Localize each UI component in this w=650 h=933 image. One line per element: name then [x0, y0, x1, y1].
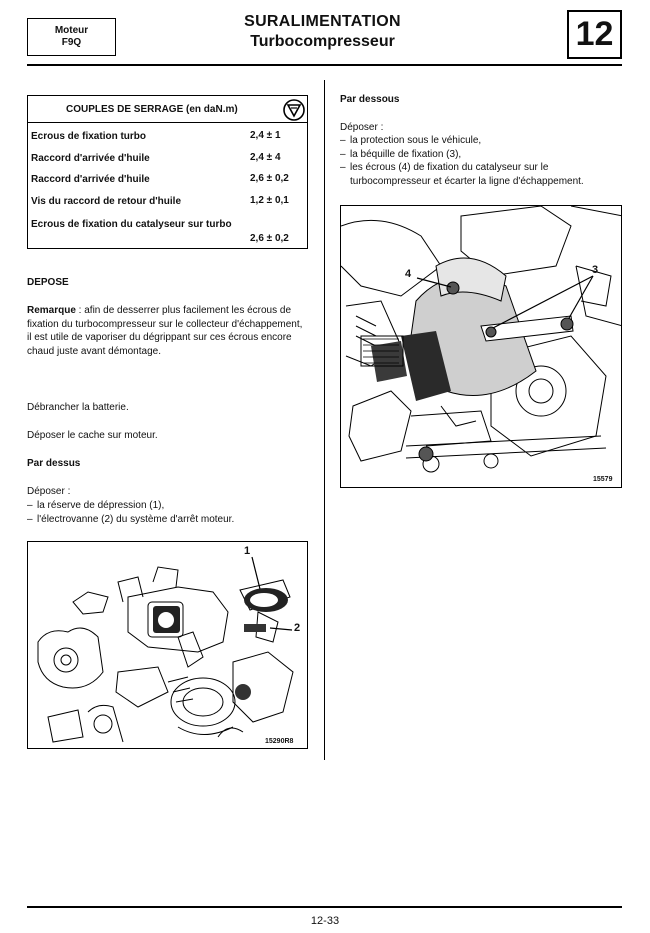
engine-top-illustration — [28, 542, 308, 749]
right-remove-list — [340, 134, 625, 188]
par-dessus-heading: Par dessus — [27, 458, 81, 469]
footer-divider — [27, 906, 622, 908]
list-item: – la béquille de fixation (3), — [340, 148, 625, 162]
figure-reference: 15579 — [593, 476, 613, 483]
figure-callout-2: 2 — [294, 622, 301, 634]
torque-table — [27, 95, 308, 249]
torque-wrench-icon — [283, 99, 305, 121]
engine-box — [27, 18, 116, 56]
list-item: – l'électrovanne (2) du système d'arrêt moteur. — [27, 513, 309, 527]
under-vehicle-illustration — [341, 206, 622, 488]
figure-callout-3: 3 — [592, 264, 599, 276]
page-number: 12-33 — [310, 915, 340, 927]
column-divider — [324, 80, 325, 760]
remark-paragraph — [27, 304, 309, 358]
figure-callout-1: 1 — [244, 545, 251, 557]
page-title — [150, 12, 495, 52]
torque-row-value: 2,6 ± 0,2 — [250, 233, 289, 244]
torque-row-value: 1,2 ± 0,1 — [250, 195, 289, 206]
torque-row-name: Ecrous de fixation turbo — [31, 131, 147, 142]
torque-table-heading: COUPLES DE SERRAGE (en daN.m) — [66, 104, 238, 115]
section-title: SURALIMENTATION — [244, 13, 401, 30]
torque-row-value: 2,4 ± 4 — [250, 152, 281, 163]
par-dessous-heading: Par dessous — [340, 94, 400, 105]
torque-row-name: Raccord d'arrivée d'huile — [31, 174, 150, 185]
left-remove-list — [27, 499, 309, 526]
figure-reference: 15290R8 — [265, 738, 294, 745]
torque-table-header — [28, 96, 307, 123]
section-subtitle: Turbocompresseur — [250, 33, 395, 50]
engine-code: F9Q — [61, 37, 82, 48]
deposer-label: Déposer : — [27, 486, 71, 497]
list-item: – la protection sous le véhicule, — [340, 134, 625, 148]
step-disconnect-battery: Débrancher la batterie. — [27, 402, 129, 413]
chapter-number: 12 — [567, 10, 622, 59]
torque-row-name: Vis du raccord de retour d'huile — [31, 196, 182, 207]
torque-row-name: Raccord d'arrivée d'huile — [31, 153, 150, 164]
remark-text: : afin de desserrer plus facilement les écrous de fixation du turbocompresseur sur le collecteur d'échappement, il est utile de vaporiser du dégrippant sur ces écrous encore chaud juste avant démontage. — [27, 305, 303, 357]
engine-label: Moteur — [54, 25, 89, 36]
header-divider — [27, 64, 622, 66]
under-vehicle-figure — [340, 205, 622, 488]
step-remove-cover: Déposer le cache sur moteur. — [27, 430, 158, 441]
deposer-label: Déposer : — [340, 122, 384, 133]
list-item: – les écrous (4) de fixation du catalyseur sur le turbocompresseur et écarter la ligne d'échappement. — [340, 161, 625, 188]
figure-callout-4: 4 — [405, 268, 412, 280]
torque-row-value: 2,6 ± 0,2 — [250, 173, 289, 184]
remark-label: Remarque — [27, 305, 76, 316]
engine-top-figure — [27, 541, 308, 749]
list-item: – la réserve de dépression (1), — [27, 499, 309, 513]
torque-row-name: Ecrous de fixation du catalyseur sur turbo — [31, 219, 232, 230]
torque-row-value: 2,4 ± 1 — [250, 130, 281, 141]
depose-heading: DEPOSE — [27, 277, 69, 288]
